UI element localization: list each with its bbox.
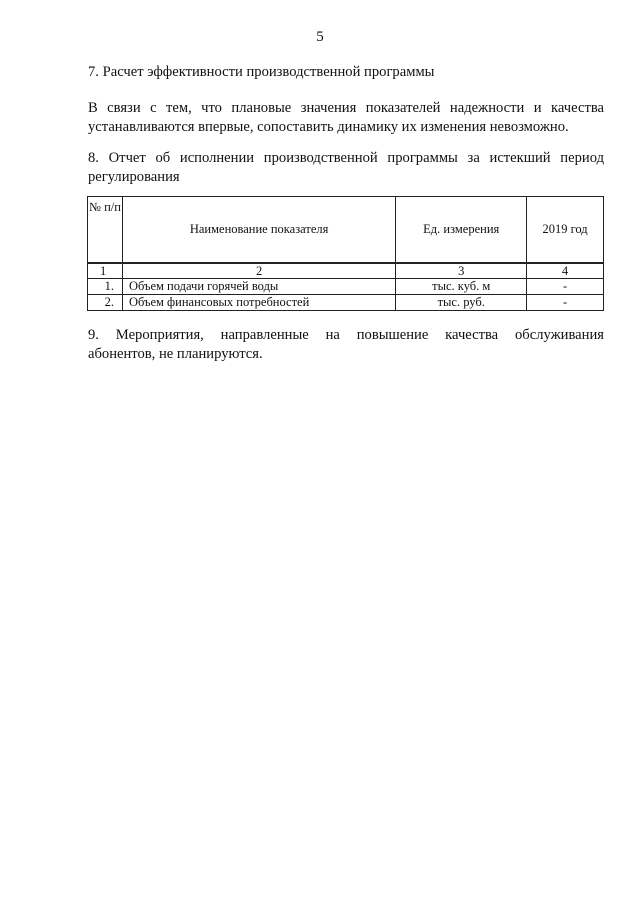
- row-value: -: [527, 279, 604, 295]
- row-num: 2.: [88, 295, 123, 311]
- table-header-row: [88, 197, 604, 264]
- page-number: 5: [316, 29, 324, 45]
- report-table: [87, 196, 604, 311]
- section-7-heading: 7. Расчет эффективности производственной программы: [88, 64, 435, 80]
- row-num: 1.: [88, 279, 123, 295]
- section-8-line-1: 8. Отчет об исполнении производственной программы за истекший период: [88, 150, 604, 166]
- section-7-line-1: В связи с тем, что плановые значения показателей надежности и качества: [88, 100, 604, 116]
- row-unit: тыс. руб.: [396, 295, 527, 311]
- header-year: 2019 год: [527, 197, 604, 264]
- row-value: -: [527, 295, 604, 311]
- section-7-line-2: устанавливаются впервые, сопоставить динамику их изменения невозможно.: [88, 119, 569, 135]
- header-unit: Ед. измерения: [396, 197, 527, 264]
- index-cell: 1: [88, 263, 123, 279]
- section-8-heading: [88, 149, 604, 187]
- header-name: Наименование показателя: [122, 197, 395, 264]
- index-cell: 4: [527, 263, 604, 279]
- table-row: [88, 295, 604, 311]
- row-name: Объем финансовых потребностей: [122, 295, 395, 311]
- section-8-line-2: регулирования: [88, 169, 180, 185]
- section-9-line-2: абонентов, не планируются.: [88, 346, 263, 362]
- row-unit: тыс. куб. м: [396, 279, 527, 295]
- table-row: [88, 279, 604, 295]
- index-cell: 3: [396, 263, 527, 279]
- header-num: № п/п: [88, 197, 123, 264]
- table-index-row: [88, 263, 604, 279]
- index-cell: 2: [122, 263, 395, 279]
- section-7-paragraph: [88, 99, 604, 137]
- row-name: Объем подачи горячей воды: [122, 279, 395, 295]
- section-9-paragraph: [88, 326, 604, 364]
- section-9-line-1: 9. Мероприятия, направленные на повышение качества обслуживания: [88, 327, 604, 343]
